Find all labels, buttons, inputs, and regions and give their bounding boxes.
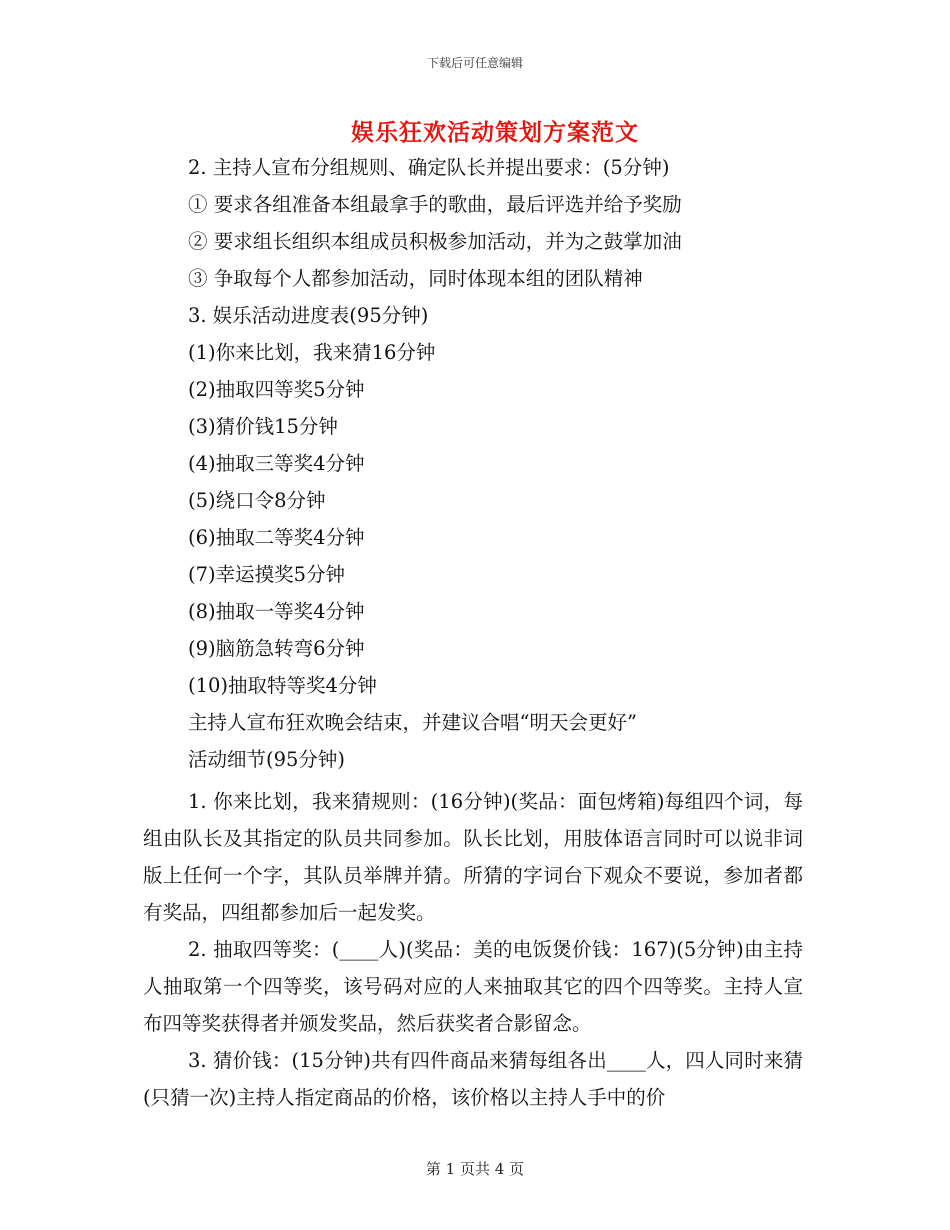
text-line: ① 要求各组准备本组最拿手的歌曲，最后评选并给予奖励	[188, 193, 682, 216]
page-footer: 第 1 页共 4 页	[425, 1160, 525, 1178]
text-line: (4)抽取三等奖4分钟	[188, 452, 365, 475]
paragraph: 3. 猜价钱：(15分钟)共有四件商品来猜每组各出____人，四人同时来猜(只猜一次)主持人指定商品的价格，该价格以主持人手中的价	[143, 1049, 803, 1109]
text-line: 2. 主持人宣布分组规则、确定队长并提出要求：(5分钟)	[188, 156, 670, 179]
text-line: (9)脑筋急转弯6分钟	[188, 637, 365, 660]
page-header: 下载后可任意编辑	[426, 56, 523, 70]
document-title: 娱乐狂欢活动策划方案范文	[351, 119, 639, 146]
text-line: (2)抽取四等奖5分钟	[188, 378, 365, 401]
paragraph: 1. 你来比划，我来猜规则：(16分钟)(奖品：面包烤箱)每组四个词，每组由队长及其指定的队员共同参加。队长比划，用肢体语言同时可以说非词版上任何一个字，其队员举牌并猜。所猜的字词台下观众不要说，参加者都有奖品，四组都参加后一起发奖。	[143, 790, 803, 924]
text-line: ② 要求组长组织本组成员积极参加活动，并为之鼓掌加油	[188, 230, 682, 253]
text-line: (6)抽取二等奖4分钟	[188, 526, 365, 549]
text-line: 3. 娱乐活动进度表(95分钟)	[188, 304, 429, 327]
text-line: ③ 争取每个人都参加活动，同时体现本组的团队精神	[188, 267, 643, 290]
text-line: (7)幸运摸奖5分钟	[188, 563, 346, 586]
text-line: (10)抽取特等奖4分钟	[188, 674, 377, 697]
text-line: 主持人宣布狂欢晚会结束，并建议合唱“明天会更好”	[188, 711, 637, 734]
text-line: (1)你来比划，我来猜16分钟	[188, 341, 436, 364]
paragraph: 2. 抽取四等奖：(____人)(奖品：美的电饭煲价钱：167)(5分钟)由主持人抽取第一个四等奖，该号码对应的人来抽取其它的四个四等奖。主持人宣布四等奖获得者并颁发奖品，然后获奖者合影留念。	[143, 938, 803, 1035]
text-line: (3)猜价钱15分钟	[188, 415, 338, 438]
text-line: (5)绕口令8分钟	[188, 489, 326, 512]
text-line: (8)抽取一等奖4分钟	[188, 600, 365, 623]
text-line: 活动细节(95分钟)	[188, 748, 346, 771]
